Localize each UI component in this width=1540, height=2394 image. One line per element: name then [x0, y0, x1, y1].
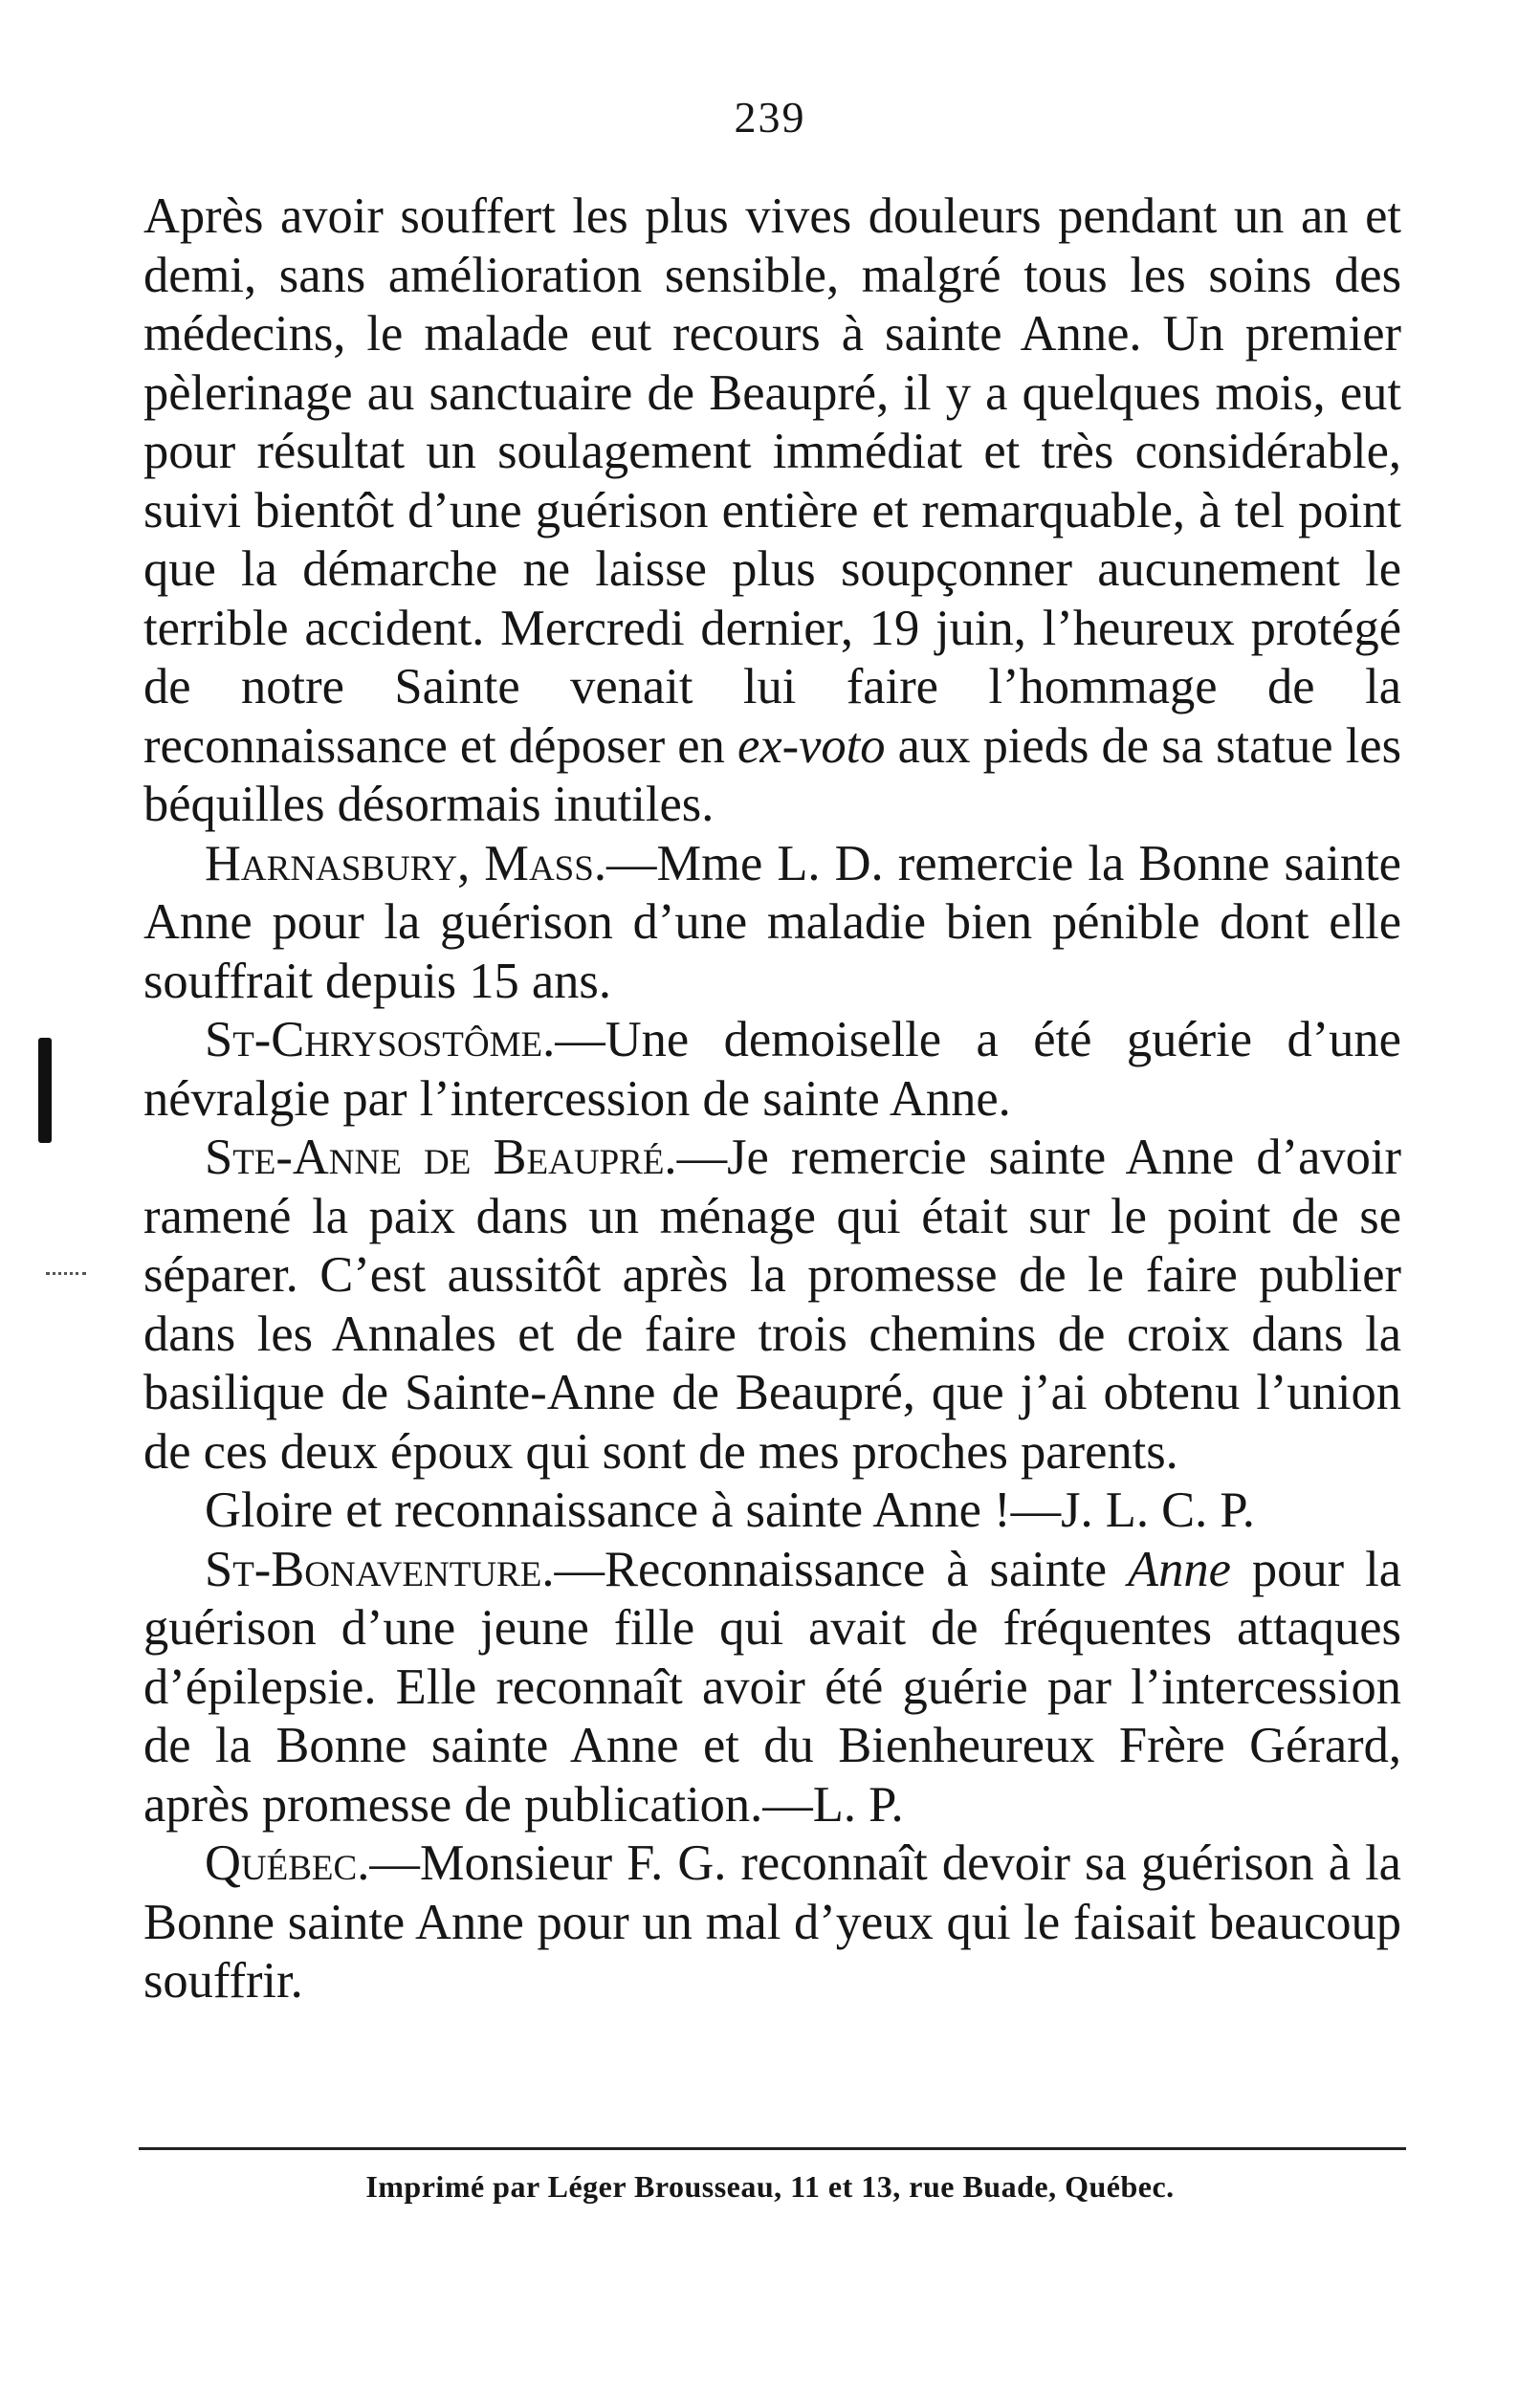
paragraph-ste-anne-text: —Je remercie sainte Anne d’avoir ramené la paix dans un ménage qui était sur le point de se séparer. C’est aussitôt après la promesse de le faire publier dans les Annales et de faire trois chemins de croix dans la basilique de Sainte-Anne de Beaupré, que j’ai obtenu l’union de ces deux époux qui sont de mes proches parents. [143, 1130, 1401, 1480]
paragraph-st-bonaventure [143, 1541, 1401, 1835]
paragraph-1-text: Après avoir souffert les plus vives douleurs pendant un an et demi, sans amélioration sensible, malgré tous les soins des médecins, le malade eut recours à sainte Anne. Un premier pèlerinage au sanctuaire de Beaupré, il y a quelques mois, eut pour résultat un soulagement immédiat et très considérable, suivi bientôt d’une guérison entière et remarquable, à tel point que la démarche ne laisse plus soupçonner aucunement le terrible accident. Mercredi dernier, 19 juin, l’heureux protégé de notre Sainte venait lui faire l’hommage de la reconnaissance et déposer en [143, 188, 1401, 774]
paragraph-1-text-after: aux pieds de sa statue les béquilles désormais inutiles. [143, 717, 1402, 832]
margin-ink-mark [38, 1038, 52, 1143]
paragraph-st-bonaventure-text-after: pour la guérison d’une jeune fille qui avait de fréquentes attaques d’épilepsie. Elle reconnaît avoir été guérie par l’intercession de la Bonne sainte Anne et du Bienheureux Frère Gérard, après promesse de publication.—L. P. [143, 1541, 1401, 1833]
paragraph-ste-anne [143, 1129, 1401, 1482]
paragraph-harnasbury-text: —Mme L. D. remercie la Bonne sainte Anne pour la guérison d’une maladie bien pénible dont elle souffrait depuis 15 ans. [143, 835, 1401, 1009]
paragraph-st-bonaventure-italic: Anne [1128, 1541, 1231, 1597]
printer-imprint: Imprimé par Léger Brousseau, 11 et 13, rue Buade, Québec. [365, 2169, 1175, 2204]
paragraph-st-chrysostome-text: —Une demoiselle a été guérie d’une névralgie par l’intercession de sainte Anne. [143, 1012, 1401, 1127]
place-name-st-chrysostome: St-Chrysostôme. [205, 1012, 556, 1067]
margin-dotted-mark [46, 1272, 86, 1275]
place-name-harnasbury: Harnasbury, Mass. [205, 835, 606, 891]
paragraph-quebec [143, 1834, 1401, 2011]
paragraph-harnasbury [143, 835, 1401, 1012]
place-name-quebec: Québec. [205, 1835, 370, 1891]
place-name-st-bonaventure: St-Bonaventure. [205, 1541, 555, 1597]
paragraph-st-chrysostome [143, 1011, 1401, 1129]
paragraph-gloire-text: Gloire et reconnaissance à sainte Anne !—J. L. C. P. [205, 1483, 1255, 1538]
place-name-ste-anne: Ste-Anne de Beaupré. [205, 1130, 677, 1185]
article-body [143, 187, 1401, 2011]
paragraph-gloire [143, 1482, 1401, 1541]
page-number: 239 [734, 93, 806, 142]
footer-rule [139, 2147, 1406, 2150]
paragraph-1 [143, 187, 1401, 835]
paragraph-1-italic: ex-voto [737, 717, 886, 774]
paragraph-st-bonaventure-text: —Reconnaissance à sainte [554, 1541, 1128, 1597]
paragraph-quebec-text: —Monsieur F. G. reconnaît devoir sa guérison à la Bonne sainte Anne pour un mal d’yeux qui le faisait beaucoup souffrir. [143, 1835, 1401, 2009]
